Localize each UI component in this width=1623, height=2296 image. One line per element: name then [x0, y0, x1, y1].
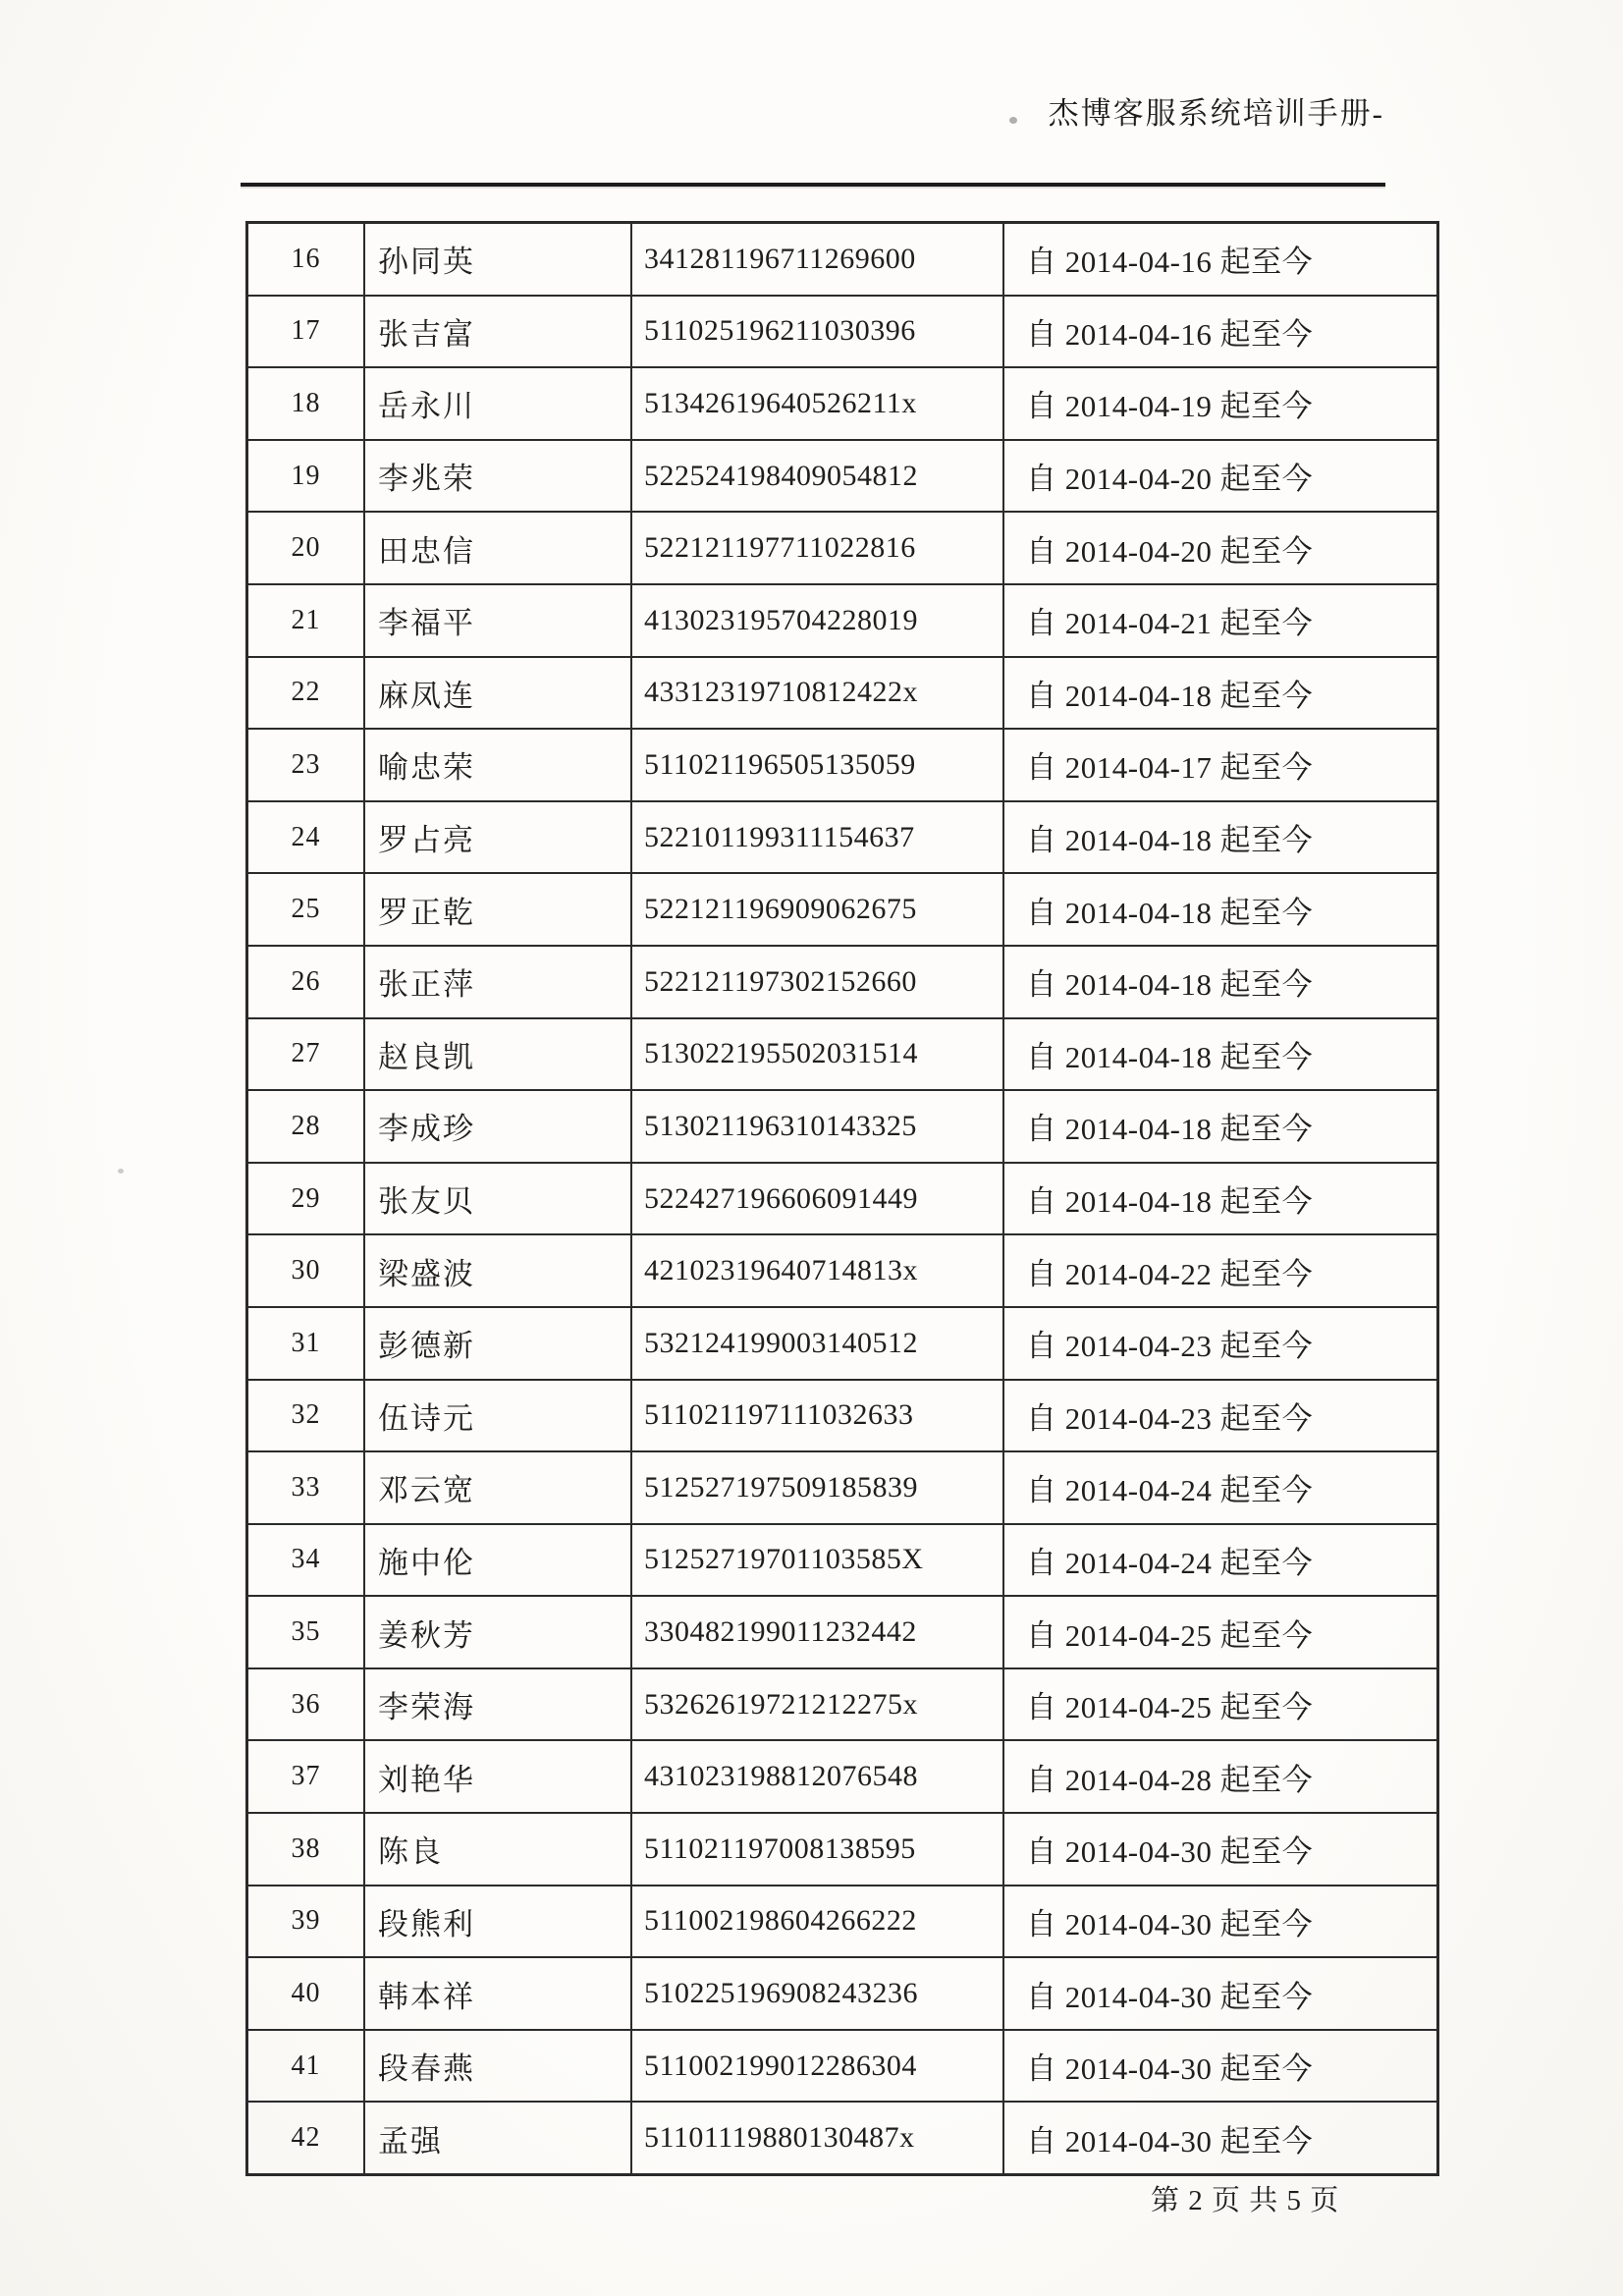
id-number-cell: 53262619721212275x — [631, 1668, 1003, 1741]
row-number-cell: 23 — [247, 729, 365, 801]
roster-row — [247, 1380, 1438, 1452]
row-number-cell: 19 — [247, 440, 365, 513]
name-cell: 罗占亮 — [364, 801, 631, 874]
row-number-cell: 33 — [247, 1451, 365, 1524]
name-cell: 李成珍 — [364, 1090, 631, 1163]
scan-speck — [1009, 117, 1017, 124]
name-cell: 梁盛波 — [364, 1234, 631, 1307]
period-cell: 自 2014-04-23 起至今 — [1003, 1380, 1438, 1452]
id-number-cell: 522427196606091449 — [631, 1163, 1003, 1235]
id-number-cell: 51252719701103585X — [631, 1524, 1003, 1597]
period-cell: 自 2014-04-24 起至今 — [1003, 1451, 1438, 1524]
roster-row — [247, 223, 1438, 296]
id-number-cell: 522524198409054812 — [631, 440, 1003, 513]
row-number-cell: 24 — [247, 801, 365, 874]
name-cell: 施中伦 — [364, 1524, 631, 1597]
row-number-cell: 22 — [247, 657, 365, 730]
period-cell: 自 2014-04-28 起至今 — [1003, 1740, 1438, 1813]
name-cell: 邓云宽 — [364, 1451, 631, 1524]
name-cell: 李福平 — [364, 584, 631, 657]
period-cell: 自 2014-04-20 起至今 — [1003, 440, 1438, 513]
id-number-cell: 510225196908243236 — [631, 1957, 1003, 2030]
id-number-cell: 522121197711022816 — [631, 512, 1003, 584]
row-number-cell: 37 — [247, 1740, 365, 1813]
id-number-cell: 511002199012286304 — [631, 2030, 1003, 2103]
header-divider-line — [241, 183, 1385, 187]
row-number-cell: 42 — [247, 2102, 365, 2174]
roster-row — [247, 2102, 1438, 2174]
row-number-cell: 35 — [247, 1596, 365, 1668]
row-number-cell: 40 — [247, 1957, 365, 2030]
row-number-cell: 26 — [247, 946, 365, 1018]
roster-row — [247, 296, 1438, 368]
row-number-cell: 34 — [247, 1524, 365, 1597]
name-cell: 段熊利 — [364, 1886, 631, 1958]
row-number-cell: 16 — [247, 223, 365, 296]
period-cell: 自 2014-04-18 起至今 — [1003, 1018, 1438, 1091]
name-cell: 伍诗元 — [364, 1380, 631, 1452]
id-number-cell: 51101119880130487x — [631, 2102, 1003, 2174]
name-cell: 彭德新 — [364, 1307, 631, 1380]
period-cell: 自 2014-04-21 起至今 — [1003, 584, 1438, 657]
row-number-cell: 25 — [247, 873, 365, 946]
roster-row — [247, 2030, 1438, 2103]
period-cell: 自 2014-04-16 起至今 — [1003, 223, 1438, 296]
roster-row — [247, 440, 1438, 513]
period-cell: 自 2014-04-18 起至今 — [1003, 801, 1438, 874]
period-cell: 自 2014-04-18 起至今 — [1003, 1090, 1438, 1163]
roster-body — [247, 223, 1438, 2175]
period-cell: 自 2014-04-18 起至今 — [1003, 873, 1438, 946]
name-cell: 孙同英 — [364, 223, 631, 296]
roster-row — [247, 1596, 1438, 1668]
roster-row — [247, 1451, 1438, 1524]
period-cell: 自 2014-04-17 起至今 — [1003, 729, 1438, 801]
period-cell: 自 2014-04-16 起至今 — [1003, 296, 1438, 368]
roster-row — [247, 1957, 1438, 2030]
roster-row — [247, 1668, 1438, 1741]
id-number-cell: 532124199003140512 — [631, 1307, 1003, 1380]
row-number-cell: 31 — [247, 1307, 365, 1380]
period-cell: 自 2014-04-25 起至今 — [1003, 1596, 1438, 1668]
name-cell: 陈良 — [364, 1813, 631, 1886]
name-cell: 刘艳华 — [364, 1740, 631, 1813]
name-cell: 麻凤连 — [364, 657, 631, 730]
roster-row — [247, 1307, 1438, 1380]
roster-row — [247, 873, 1438, 946]
roster-row — [247, 946, 1438, 1018]
row-number-cell: 17 — [247, 296, 365, 368]
roster-row — [247, 367, 1438, 440]
id-number-cell: 511021197008138595 — [631, 1813, 1003, 1886]
id-number-cell: 512527197509185839 — [631, 1451, 1003, 1524]
roster-row — [247, 1018, 1438, 1091]
id-number-cell: 522121197302152660 — [631, 946, 1003, 1018]
name-cell: 韩本祥 — [364, 1957, 631, 2030]
roster-row — [247, 1234, 1438, 1307]
period-cell: 自 2014-04-30 起至今 — [1003, 1886, 1438, 1958]
period-cell: 自 2014-04-30 起至今 — [1003, 1813, 1438, 1886]
page-number-label: 第 2 页 共 5 页 — [1151, 2185, 1340, 2216]
row-number-cell: 28 — [247, 1090, 365, 1163]
name-cell: 李荣海 — [364, 1668, 631, 1741]
page-header-title: 杰博客服系统培训手册- — [1048, 96, 1384, 131]
roster-row — [247, 584, 1438, 657]
row-number-cell: 21 — [247, 584, 365, 657]
period-cell: 自 2014-04-25 起至今 — [1003, 1668, 1438, 1741]
row-number-cell: 39 — [247, 1886, 365, 1958]
row-number-cell: 30 — [247, 1234, 365, 1307]
row-number-cell: 18 — [247, 367, 365, 440]
id-number-cell: 51342619640526211x — [631, 367, 1003, 440]
name-cell: 罗正乾 — [364, 873, 631, 946]
period-cell: 自 2014-04-23 起至今 — [1003, 1307, 1438, 1380]
roster-row — [247, 512, 1438, 584]
period-cell: 自 2014-04-18 起至今 — [1003, 946, 1438, 1018]
id-number-cell: 511002198604266222 — [631, 1886, 1003, 1958]
period-cell: 自 2014-04-20 起至今 — [1003, 512, 1438, 584]
row-number-cell: 27 — [247, 1018, 365, 1091]
id-number-cell: 522101199311154637 — [631, 801, 1003, 874]
name-cell: 田忠信 — [364, 512, 631, 584]
id-number-cell: 431023198812076548 — [631, 1740, 1003, 1813]
id-number-cell: 513021196310143325 — [631, 1090, 1003, 1163]
name-cell: 张吉富 — [364, 296, 631, 368]
name-cell: 喻忠荣 — [364, 729, 631, 801]
id-number-cell: 330482199011232442 — [631, 1596, 1003, 1668]
roster-row — [247, 1524, 1438, 1597]
name-cell: 段春燕 — [364, 2030, 631, 2103]
row-number-cell: 20 — [247, 512, 365, 584]
id-number-cell: 511021196505135059 — [631, 729, 1003, 801]
period-cell: 自 2014-04-22 起至今 — [1003, 1234, 1438, 1307]
roster-row — [247, 1163, 1438, 1235]
roster-row — [247, 1740, 1438, 1813]
name-cell: 赵良凯 — [364, 1018, 631, 1091]
name-cell: 张正萍 — [364, 946, 631, 1018]
row-number-cell: 41 — [247, 2030, 365, 2103]
name-cell: 孟强 — [364, 2102, 631, 2174]
name-cell: 李兆荣 — [364, 440, 631, 513]
id-number-cell: 43312319710812422x — [631, 657, 1003, 730]
period-cell: 自 2014-04-18 起至今 — [1003, 1163, 1438, 1235]
period-cell: 自 2014-04-24 起至今 — [1003, 1524, 1438, 1597]
id-number-cell: 511025196211030396 — [631, 296, 1003, 368]
roster-row — [247, 657, 1438, 730]
period-cell: 自 2014-04-30 起至今 — [1003, 2030, 1438, 2103]
row-number-cell: 29 — [247, 1163, 365, 1235]
period-cell: 自 2014-04-30 起至今 — [1003, 2102, 1438, 2174]
name-cell: 岳永川 — [364, 367, 631, 440]
id-number-cell: 522121196909062675 — [631, 873, 1003, 946]
period-cell: 自 2014-04-19 起至今 — [1003, 367, 1438, 440]
period-cell: 自 2014-04-18 起至今 — [1003, 657, 1438, 730]
roster-row — [247, 1886, 1438, 1958]
id-number-cell: 511021197111032633 — [631, 1380, 1003, 1452]
roster-table — [245, 221, 1439, 2176]
scan-speck — [118, 1169, 124, 1174]
id-number-cell: 513022195502031514 — [631, 1018, 1003, 1091]
roster-row — [247, 1090, 1438, 1163]
name-cell: 姜秋芳 — [364, 1596, 631, 1668]
row-number-cell: 36 — [247, 1668, 365, 1741]
roster-row — [247, 1813, 1438, 1886]
id-number-cell: 42102319640714813x — [631, 1234, 1003, 1307]
roster-row — [247, 801, 1438, 874]
roster-row — [247, 729, 1438, 801]
row-number-cell: 38 — [247, 1813, 365, 1886]
id-number-cell: 413023195704228019 — [631, 584, 1003, 657]
id-number-cell: 341281196711269600 — [631, 223, 1003, 296]
row-number-cell: 32 — [247, 1380, 365, 1452]
name-cell: 张友贝 — [364, 1163, 631, 1235]
period-cell: 自 2014-04-30 起至今 — [1003, 1957, 1438, 2030]
